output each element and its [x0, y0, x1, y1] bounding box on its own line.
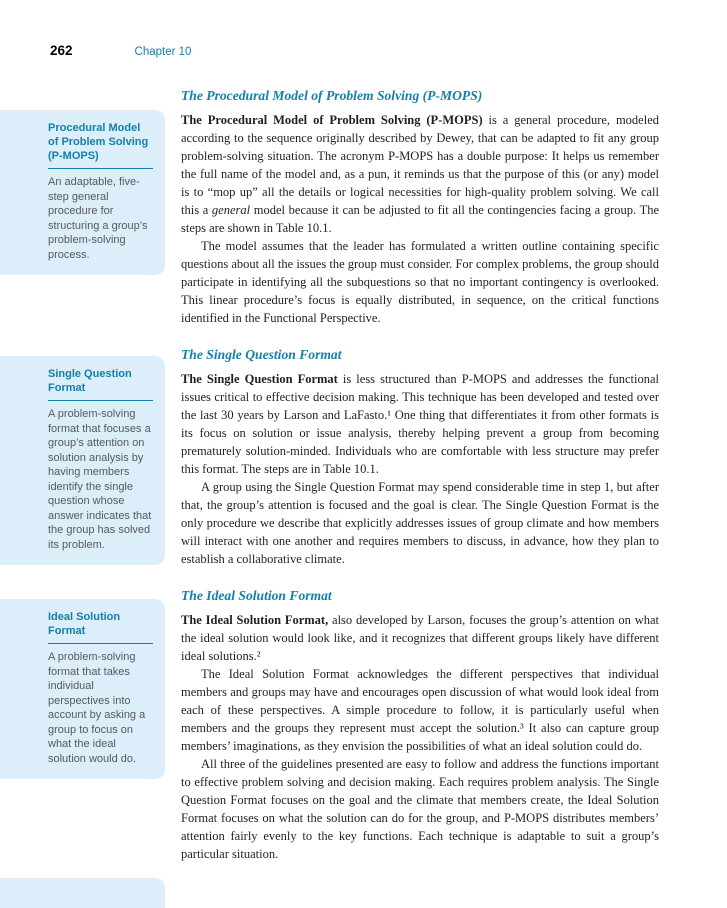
section-heading: The Single Question Format	[181, 347, 342, 362]
lead-in-term: The Ideal Solution Format,	[181, 613, 329, 627]
paragraph: The Ideal Solution Format, also developed by Larson, focuses the group’s attention on what the ideal solution would look like, and it recognizes that different groups likely have different ideal solutions.²	[181, 613, 659, 663]
definition-text: An adaptable, five-step general procedure for structuring a group’s problem-solving process.	[48, 176, 148, 261]
definition-box-single-question	[0, 356, 165, 565]
paragraph: The Procedural Model of Problem Solving (P-MOPS) is a general procedure, modeled according to the sequence originally described by Dewey, that can be adapted to fit any group problem-solving situation. The acronym P-MOPS has a double purpose: It helps us remember the full name of the model and, as a pun, it reminds us that the purpose of this (or any) model is to “mop up” all the details or logical necessities for high-quality problem solving. We call this a general model because it can be adjusted to fit all the contingencies facing a group. The steps are shown in Table 10.1.	[181, 113, 660, 235]
section-heading: The Ideal Solution Format	[181, 588, 332, 603]
definition-title: Single Question Format	[48, 368, 132, 394]
body-text-column	[181, 88, 659, 883]
page-number: 262	[50, 43, 73, 58]
paragraph: The Ideal Solution Format acknowledges the different perspectives that individual members and groups may have and encourages open discussion of what would look ideal from each of these perspectives. A simple procedure to follow, it is particularly useful when members and the groups they represent must accept the solution.³ It also can capture group members’ imaginations, as they envision the possibilities of what an ideal solution could do.	[181, 667, 659, 753]
paragraph: A group using the Single Question Format may spend considerable time in step 1, but after that, the group’s attention is focused and the goal is clear. The Single Question Format is the only procedure we describe that explicitly addresses issues of group climate and how members will interact with one another and requires members to discuss, in advance, how they plan to establish a collaborative climate.	[181, 480, 659, 566]
definition-text: A problem-solving format that takes individual perspectives into account by asking a group to focus on what the ideal solution would do.	[48, 651, 146, 765]
paragraph: The model assumes that the leader has formulated a written outline containing specific questions about all the issues the group must consider. For complex problems, the group should participate in identifying all the subquestions so that no important contingency is overlooked. This linear procedure’s focus is equally distributed, in sequence, on the critical functions identified in the Functional Perspective.	[181, 239, 659, 325]
definition-text: A problem-solving format that focuses a group’s attention on solution analysis by having members identify the single question whose answer indicates that the group has solved its problem.	[48, 408, 152, 551]
definition-title: Ideal Solution Format	[48, 611, 121, 637]
section-single-question	[181, 347, 659, 568]
page-header	[50, 42, 191, 60]
definition-box-ideal-solution	[0, 599, 165, 779]
section-pmops	[181, 88, 659, 327]
section-ideal-solution	[181, 588, 659, 863]
definition-rule	[48, 643, 153, 644]
paragraph: All three of the guidelines presented are easy to follow and address the functions important to effective problem solving and decision making. Each requires problem analysis. The Single Question Format focuses on the goal and the climate that members create, the Ideal Solution Format focuses on what the solution can do for the group, and P-MOPS distributes members’ attention fairly evenly to the key functions. Each technique is adaptable to suit a group’s particular situation.	[181, 757, 659, 861]
definition-rule	[48, 168, 153, 169]
section-heading: The Procedural Model of Problem Solving (P-MOPS)	[181, 88, 483, 103]
definition-rule	[48, 400, 153, 401]
definition-title: Procedural Model of Problem Solving (P-MOPS)	[48, 122, 149, 162]
chapter-label: Chapter 10	[134, 46, 192, 58]
lead-in-term: The Procedural Model of Problem Solving (P-MOPS)	[181, 113, 483, 127]
lead-in-term: The Single Question Format	[181, 372, 338, 386]
definition-box-pmops	[0, 110, 165, 275]
paragraph: The Single Question Format is less structured than P-MOPS and addresses the functional issues critical to effective decision making. This technique has been developed and tested over the last 30 years by Larson and LaFasto.¹ One thing that differentiates it from other formats is its focus on solution or issue analysis, thereby helping prevent a group from becoming prematurely solution-minded. Individuals who are comfortable with less structure may prefer this format. The steps are in Table 10.1.	[181, 372, 659, 476]
definition-box-partial	[0, 878, 165, 908]
emphasized-word: general	[211, 203, 251, 217]
